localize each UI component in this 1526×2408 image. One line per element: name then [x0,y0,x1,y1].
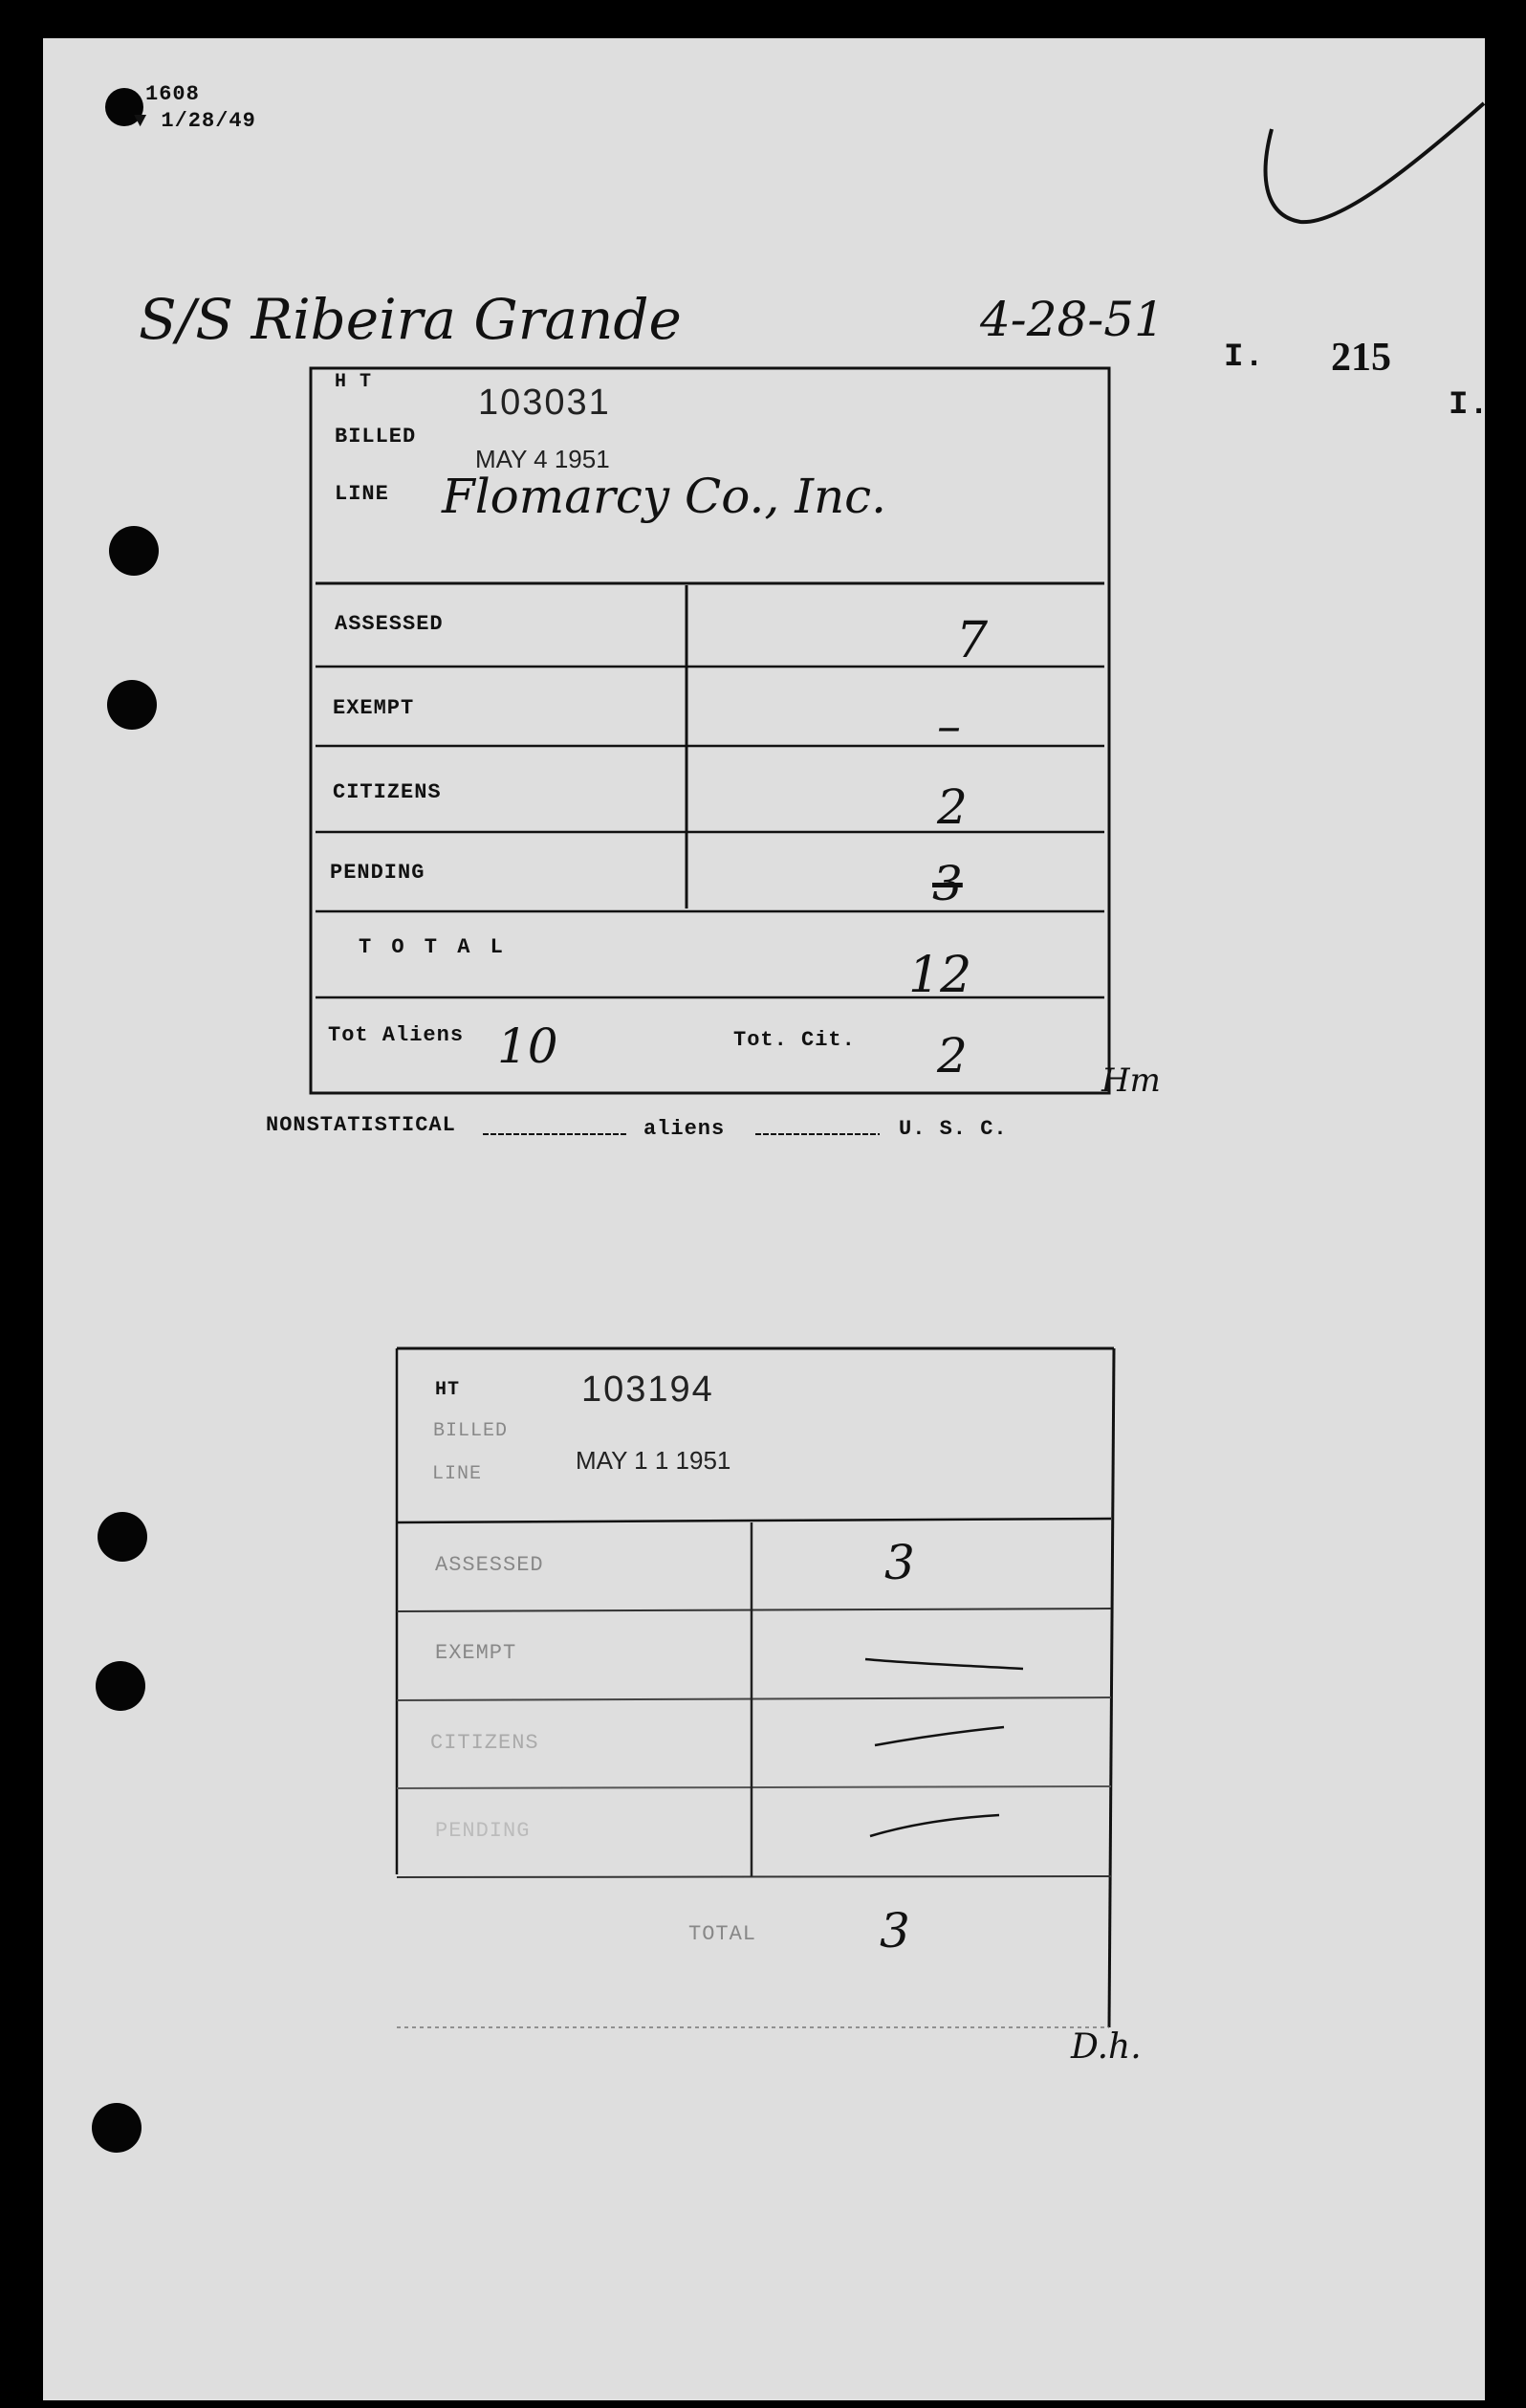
card2-billed-label: BILLED [433,1420,509,1442]
card2-total-label: TOTAL [688,1922,757,1946]
card2-row-citizens-label: CITIZENS [430,1731,539,1755]
card2-line-label: LINE [432,1463,483,1485]
card1-tot-aliens-value: 10 [497,1018,558,1074]
nonstat-aliens: aliens [643,1117,726,1141]
card1-number: 103031 [478,383,611,423]
header-mark: I. [1224,339,1265,376]
card1-line-value: Flomarcy Co., Inc. [442,469,887,524]
card1-row-assessed-value: 7 [956,612,989,669]
card2-row-pending-label: PENDING [435,1819,531,1843]
card2-total-value: 3 [880,1903,910,1959]
card1-row-pending-value: 3 [932,856,963,911]
card1-ht-label: H T [335,371,373,393]
card1-tot-cit-value: 2 [937,1028,968,1084]
card2-billed-date: MAY 1 1 1951 [576,1446,731,1475]
card1-line-label: LINE [335,482,389,506]
form-revision: ▼ 1/28/49 [134,109,256,133]
card2-ht-label: HT [435,1379,461,1401]
card2-initials: D.h. [1071,2027,1142,2067]
card1-row-citizens-label: CITIZENS [333,780,442,804]
card1-row-citizens-value: 2 [937,779,968,835]
card2-row-assessed-value: 3 [884,1535,915,1590]
card1-row-assessed-label: ASSESSED [335,612,444,636]
card1-row-exempt-value: – [937,698,961,754]
card1-initials: Hm [1101,1062,1161,1100]
card1-tot-aliens-label: Tot Aliens [328,1023,465,1047]
nonstat-usc: U. S. C. [899,1117,1008,1141]
form-number: 1608 [145,82,200,106]
card1-total-value: 12 [908,947,972,1004]
card2-row-assessed-label: ASSESSED [435,1553,544,1577]
header-date: 4-28-51 [980,292,1165,347]
card1-tot-cit-label: Tot. Cit. [733,1028,856,1052]
card1-total-label: T O T A L [359,935,507,959]
nonstat-label: NONSTATISTICAL [266,1113,456,1137]
page-number: 215 [1331,336,1391,380]
header-mark-2: I. [1449,387,1490,424]
ship-name: S/S Ribeira Grande [139,287,682,352]
card1-row-pending-label: PENDING [330,861,425,885]
card2-row-exempt-label: EXEMPT [435,1641,517,1665]
card2-number: 103194 [581,1369,714,1410]
card1-billed-label: BILLED [335,425,417,449]
card1-row-exempt-label: EXEMPT [333,696,415,720]
card1-billed-date: MAY 4 1951 [475,445,610,473]
